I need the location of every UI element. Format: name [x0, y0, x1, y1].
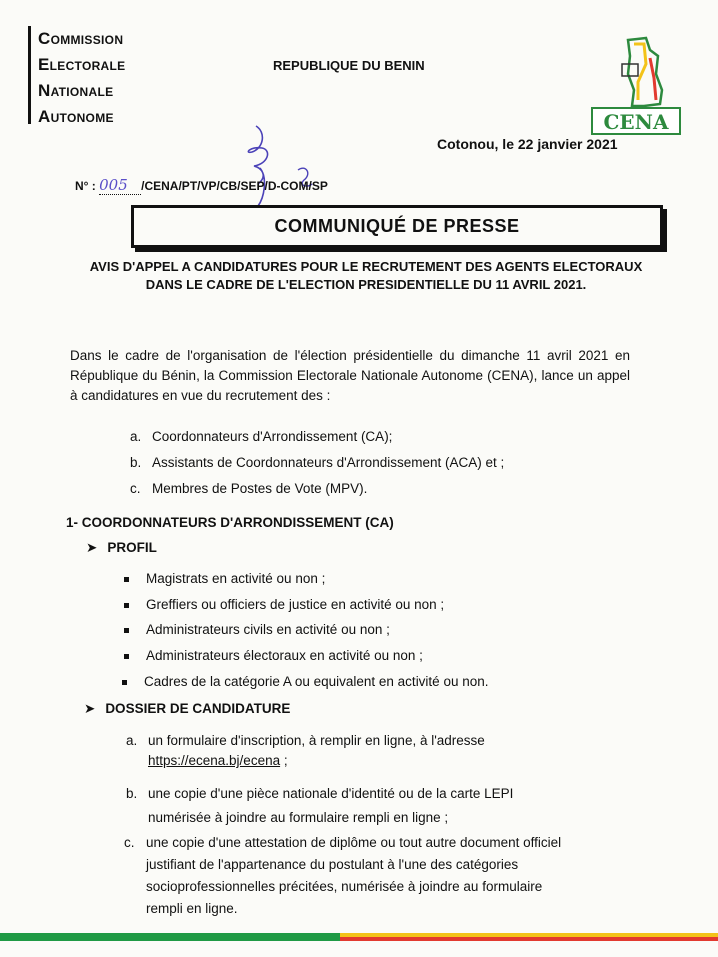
- header-rule: [28, 26, 31, 124]
- org-line: Commission: [38, 29, 124, 48]
- dossier-label: DOSSIER DE CANDIDATURE: [105, 701, 291, 716]
- list-item: [122, 674, 489, 689]
- bullet-icon: [122, 680, 127, 685]
- list-text: Greffiers ou officiers de justice en activité ou non ;: [146, 597, 445, 612]
- list-text: numérisée à joindre au formulaire rempli en ligne ;: [148, 810, 449, 825]
- list-text: Coordonnateurs d'Arrondissement (CA);: [152, 429, 393, 444]
- list-text: socioprofessionnelles précitées, numérisée à joindre au formulaire: [146, 879, 543, 894]
- ecena-link[interactable]: https://ecena.bj/ecena: [148, 753, 281, 768]
- profil-label: PROFIL: [107, 540, 157, 555]
- list-text: une copie d'une pièce nationale d'identité ou de la carte LEPI: [148, 786, 514, 801]
- intro-paragraph: Dans le cadre de l'organisation de l'élection présidentielle du dimanche 11 avril 2021 en République du Bénin, la Commission Electorale Nationale Autonome (CENA), lance un appel à candidatures en vue du recrutement des :: [70, 348, 630, 403]
- document-date: Cotonou, le 22 janvier 2021: [437, 136, 618, 152]
- list-text: un formulaire d'inscription, à remplir en ligne, à l'adresse: [148, 733, 485, 748]
- press-release-title-box: [131, 205, 663, 248]
- bullet-icon: [124, 628, 129, 633]
- list-marker: c.: [130, 481, 141, 496]
- flag-stripe: [0, 933, 718, 941]
- reference-number: [75, 176, 328, 195]
- ref-prefix: N° :: [75, 179, 96, 193]
- ref-suffix: /CENA/PT/VP/CB/SEP/D-COM/SP: [141, 179, 328, 193]
- list-marker: b.: [126, 786, 138, 801]
- list-text: Membres de Postes de Vote (MPV).: [152, 481, 368, 496]
- list-item: [124, 648, 423, 663]
- notice-heading: AVIS D'APPEL A CANDIDATURES POUR LE RECRUTEMENT DES AGENTS ELECTORAUX DANS LE CADRE DE L'ELECTION PRESIDENTIELLE DU 11 AVRIL 2021.: [89, 259, 643, 292]
- list-text: ;: [280, 753, 288, 768]
- list-item: [124, 597, 444, 612]
- bullet-icon: [124, 603, 129, 608]
- section-heading: 1- COORDONNATEURS D'ARRONDISSEMENT (CA): [66, 515, 394, 530]
- list-marker: c.: [124, 835, 135, 850]
- profil-heading: [86, 540, 157, 556]
- bullet-icon: [124, 577, 129, 582]
- list-item: [126, 784, 608, 828]
- republic-label: REPUBLIQUE DU BENIN: [273, 58, 425, 73]
- list-text: justifiant de l'appartenance du postulant à l'une des catégories: [146, 857, 519, 872]
- list-item: [124, 832, 626, 920]
- list-text: rempli en ligne.: [146, 901, 238, 916]
- list-text: Administrateurs civils en activité ou non ;: [146, 622, 390, 637]
- arrow-icon: ➤: [86, 540, 98, 555]
- list-item: [124, 571, 325, 586]
- organization-name: [38, 26, 125, 130]
- bullet-icon: [124, 654, 129, 659]
- ref-number: 005: [99, 176, 141, 195]
- list-text: Cadres de la catégorie A ou equivalent en activité ou non.: [144, 674, 489, 689]
- list-item: [130, 455, 504, 470]
- list-text: Administrateurs électoraux en activité ou non ;: [146, 648, 423, 663]
- list-marker: a.: [130, 429, 142, 444]
- list-item: [130, 481, 367, 496]
- list-item: [126, 731, 568, 771]
- org-line: Electorale: [38, 55, 126, 74]
- org-line: Nationale: [38, 81, 114, 100]
- cena-logo: [588, 34, 684, 138]
- list-marker: b.: [130, 455, 142, 470]
- arrow-icon: ➤: [84, 701, 96, 716]
- org-line: Autonome: [38, 107, 114, 126]
- logo-text: CENA: [603, 110, 669, 134]
- dossier-heading: [84, 701, 290, 717]
- page-title: COMMUNIQUÉ DE PRESSE: [274, 216, 520, 236]
- list-text: une copie d'une attestation de diplôme ou tout autre document officiel: [146, 835, 562, 850]
- list-marker: a.: [126, 733, 138, 748]
- list-text: Assistants de Coordonnateurs d'Arrondissement (ACA) et ;: [152, 455, 505, 470]
- list-item: [124, 622, 390, 637]
- list-text: Magistrats en activité ou non ;: [146, 571, 326, 586]
- list-item: [130, 429, 392, 444]
